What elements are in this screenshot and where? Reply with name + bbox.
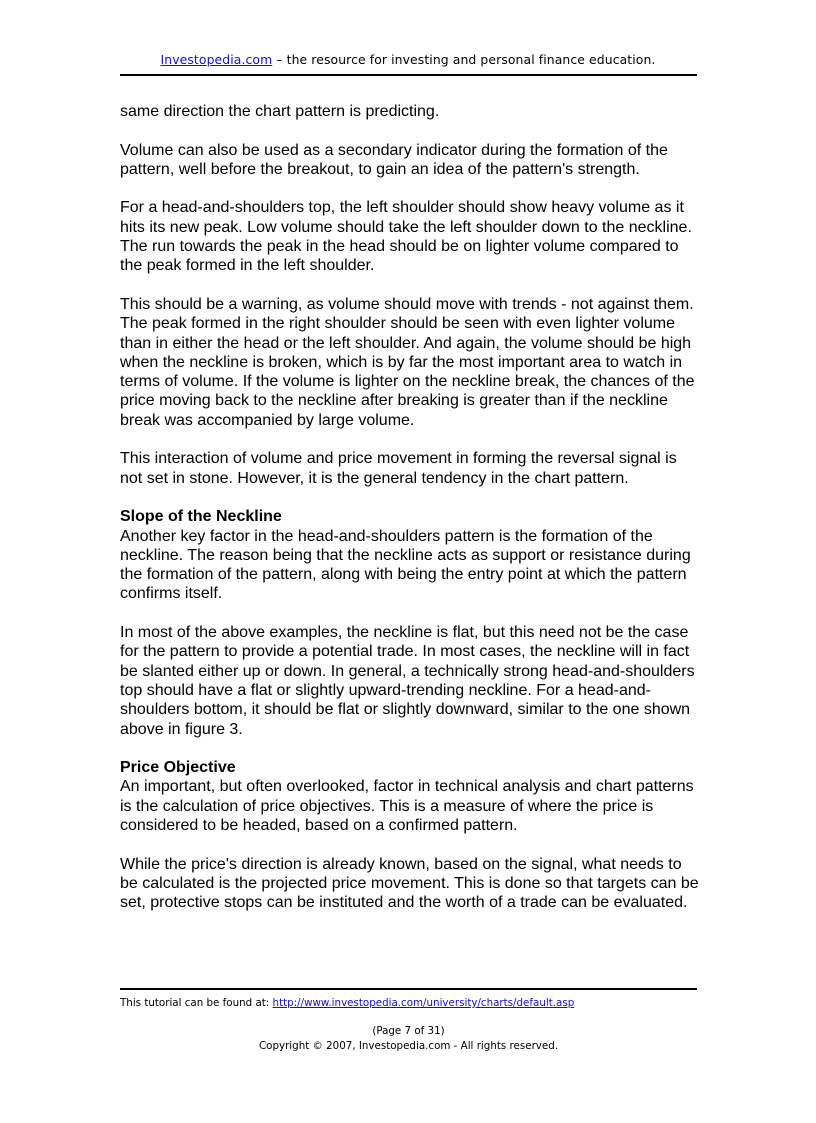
page-header — [120, 52, 696, 67]
paragraph: Volume can also be used as a secondary indicator during the formation of the pattern, well before the breakout, to gain an idea of the pattern's strength. — [120, 141, 668, 178]
paragraph: Another key factor in the head-and-shoulders pattern is the formation of the neckline. The reason being that the neckline acts as support or resistance during the formation of the pattern, along with being the entry point at which the pattern confirms itself. — [120, 527, 691, 603]
paragraph: For a head-and-shoulders top, the left shoulder should show heavy volume as it hits its new peak. Low volume should take the left shoulder down to the neckline. The run towards the peak in the head should be on lighter volume compared to the peak formed in the left shoulder. — [120, 199, 692, 275]
paragraph: In most of the above examples, the neckline is flat, but this need not be the case for the pattern to provide a potential trade. In most cases, the neckline will in fact be slanted either up or down. In general, a technically strong head-and-shoulders top should have a flat or slightly upward-trending neckline. For a head-and-shoulders bottom, it should be flat or slightly downward, similar to the one shown above in figure 3. — [120, 624, 695, 738]
page-number: (Page 7 of 31) — [372, 1025, 445, 1037]
article-body — [120, 102, 700, 932]
paragraph: This interaction of volume and price movement in forming the reversal signal is not set in stone. However, it is the general tendency in the chart pattern. — [120, 450, 677, 487]
footer-divider — [120, 988, 697, 990]
paragraph: An important, but often overlooked, factor in technical analysis and chart patterns is the calculation of price objectives. This is a measure of where the price is considered to be headed, based on a confirmed pattern. — [120, 778, 694, 834]
section-heading-slope: Slope of the Neckline — [120, 508, 282, 526]
section-heading-price-objective: Price Objective — [120, 759, 236, 777]
header-tagline: – the resource for investing and personal finance education. — [272, 52, 656, 67]
paragraph: While the price's direction is already known, based on the signal, what needs to be calculated is the projected price movement. This is done so that targets can be set, protective stops can be instituted and the worth of a trade can be evaluated. — [120, 855, 699, 912]
tutorial-url-link[interactable]: http://www.investopedia.com/university/charts/default.asp — [272, 997, 575, 1009]
paragraph: This should be a warning, as volume should move with trends - not against them. The peak formed in the right shoulder should be seen with even lighter volume than in either the head or the left shoulder. And again, the volume should be high when the neckline is broken, which is by far the most important area to watch in terms of volume. If the volume is lighter on the neckline break, the chances of the price moving back to the neckline after breaking is greater than if the neckline break was accompanied by large volume. — [120, 295, 695, 429]
footer-tutorial-line — [120, 997, 574, 1009]
header-divider — [120, 74, 697, 76]
footer-tutorial-prefix: This tutorial can be found at: — [120, 997, 273, 1009]
paragraph: same direction the chart pattern is predicting. — [120, 103, 440, 120]
site-link[interactable]: Investopedia.com — [160, 52, 273, 67]
copyright-notice: Copyright © 2007, Investopedia.com - All rights reserved. — [258, 1040, 559, 1052]
